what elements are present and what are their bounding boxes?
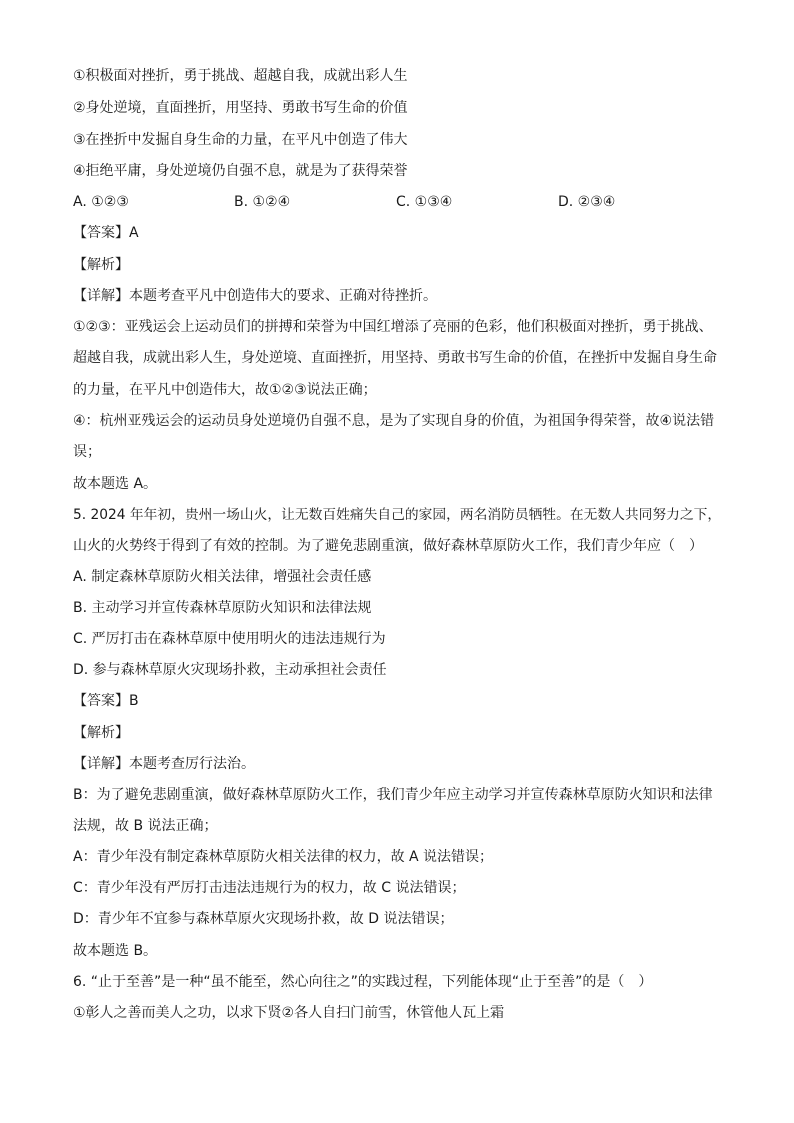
q5-analysis-line-3: A：青少年没有制定森林草原防火相关法律的权力，故 A 说法错误；: [73, 849, 494, 865]
q4-item-2: ②身处逆境，直面挫折，用坚持、勇敢书写生命的价值: [73, 100, 408, 116]
q4-conclusion: 故本题选 A。: [73, 476, 158, 492]
q5-stem-line-2: 山火的火势终于得到了有效的控制。为了避免悲剧重演，做好森林草原防火工作，我们青少年应（ ）: [73, 538, 703, 554]
q5-option-d: D. 参与森林草原火灾现场扑救，主动承担社会责任: [73, 662, 387, 678]
q4-analysis-line-3: 的力量，在平凡中创造伟大，故①②③说法正确；: [73, 382, 377, 398]
q4-analysis-line-2: 超越自我，成就出彩人生，身处逆境、直面挫折，用坚持、勇敢书写生命的价值，在挫折中发掘自身生命: [73, 350, 717, 366]
q5-answer: 【答案】B: [73, 693, 139, 709]
q5-analysis-line-5: D：青少年不宜参与森林草原火灾现场扑救，故 D 说法错误；: [73, 911, 454, 927]
q4-item-1: ①积极面对挫折，勇于挑战、超越自我，成就出彩人生: [73, 68, 408, 84]
q5-analysis-line-1: B：为了避免悲剧重演，做好森林草原防火工作，我们青少年应主动学习并宣传森林草原防火知识和法律: [73, 787, 713, 803]
q6-stem: 6. “止于至善”是一种“虽不能至，然心向往之”的实践过程，下列能体现“止于至善”的是（ ）: [73, 974, 653, 990]
q5-option-a: A. 制定森林草原防火相关法律，增强社会责任感: [73, 569, 372, 585]
q4-answer: 【答案】A: [73, 225, 139, 241]
q5-option-c: C. 严厉打击在森林草原中使用明火的违法违规行为: [73, 631, 386, 647]
q4-option-c: C. ①③④: [396, 194, 453, 210]
q4-analysis-tag: 【解析】: [73, 257, 129, 273]
q4-analysis-line-5: 误；: [73, 444, 101, 460]
q4-analysis-line-4: ④：杭州亚残运会的运动员身处逆境仍自强不息，是为了实现自身的价值，为祖国争得荣誉，故④说法错: [73, 413, 715, 429]
q4-option-d: D. ②③④: [558, 194, 616, 210]
q4-detail: 【详解】本题考查平凡中创造伟大的要求、正确对待挫折。: [73, 288, 437, 304]
q5-analysis-tag: 【解析】: [73, 725, 129, 741]
q5-analysis-line-2: 法规，故 B 说法正确；: [73, 818, 218, 834]
q4-analysis-line-1: ①②③：亚残运会上运动员们的拼搏和荣誉为中国红增添了亮丽的色彩，他们积极面对挫折，勇于挑战、: [73, 319, 713, 335]
q5-stem-line-1: 5. 2024 年年初，贵州一场山火，让无数百姓痛失自己的家园，两名消防员牺牲。在无数人共同努力之下，: [73, 507, 722, 523]
q5-option-b: B. 主动学习并宣传森林草原防火知识和法律法规: [73, 600, 372, 616]
q5-detail: 【详解】本题考查厉行法治。: [73, 756, 255, 772]
q6-items: ①彰人之善而美人之功，以求下贤②各人自扫门前雪，休管他人瓦上霜: [73, 1005, 505, 1021]
q4-item-4: ④拒绝平庸，身处逆境仍自强不息，就是为了获得荣誉: [73, 163, 408, 179]
q4-option-a: A. ①②③: [73, 194, 129, 210]
q5-analysis-line-4: C：青少年没有严厉打击违法违规行为的权力，故 C 说法错误；: [73, 880, 466, 896]
q5-conclusion: 故本题选 B。: [73, 943, 158, 959]
q4-item-3: ③在挫折中发掘自身生命的力量，在平凡中创造了伟大: [73, 132, 408, 148]
q4-option-b: B. ①②④: [234, 194, 291, 210]
